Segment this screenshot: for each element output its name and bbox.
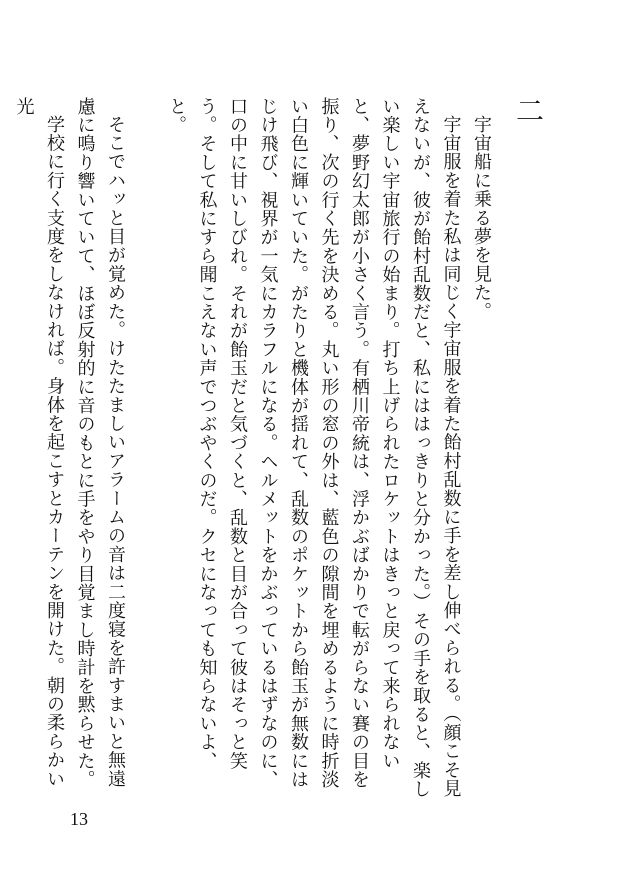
body-text xyxy=(8,97,496,803)
blank-line xyxy=(130,97,161,803)
page-number: 13 xyxy=(70,809,88,829)
paragraph-waking-up: そこでハッと目が覚めた。けたたましいアラームの音は二度寝を許すまいと無遠慮に鳴り響いていて、ほぼ反射的に音のもとに手をやり目覚まし時計を黙らせた。 xyxy=(74,97,126,789)
paragraph-dream-opening: 宇宙船に乗る夢を見た。 xyxy=(471,115,492,321)
paragraph-morning: 学校に行く支度をしなければ。身体を起こすとカーテンを開けた。朝の柔らかい光 xyxy=(13,97,65,789)
chapter-heading: 二 xyxy=(512,96,545,126)
paragraph-space-travel: 宇宙服を着た私は同じく宇宙服を着た飴村乱数に手を差し伸べられる。（顔こそ見えないが、彼が飴村乱数だと、私にははっきりと分かった。）その手を取ると、楽しい楽しい宇宙旅行の始まり。打ち上げられたロケットはきっと戻って来られないと、夢野幻太郎が小さく言う。有栖川帝統は、浮かぶばかりで転がらない賽の目を振り、次の行く先を決める。丸い形の窓の外は、藍色の隙間を埋めるように時折淡い白色に輝いていた。がたりと機体が揺れて、乱数のポケットから飴玉が無数にはじけ飛び、視界が一気にカラフルになる。ヘルメットをかぶっているはずなのに、口の中に甘いしびれ。それが飴玉だと気づくと、乱数と目が合って彼はそっと笑う。そして私にすら聞こえない声でつぶやくのだ。クセになっても知らないよ、と。 xyxy=(166,97,462,799)
